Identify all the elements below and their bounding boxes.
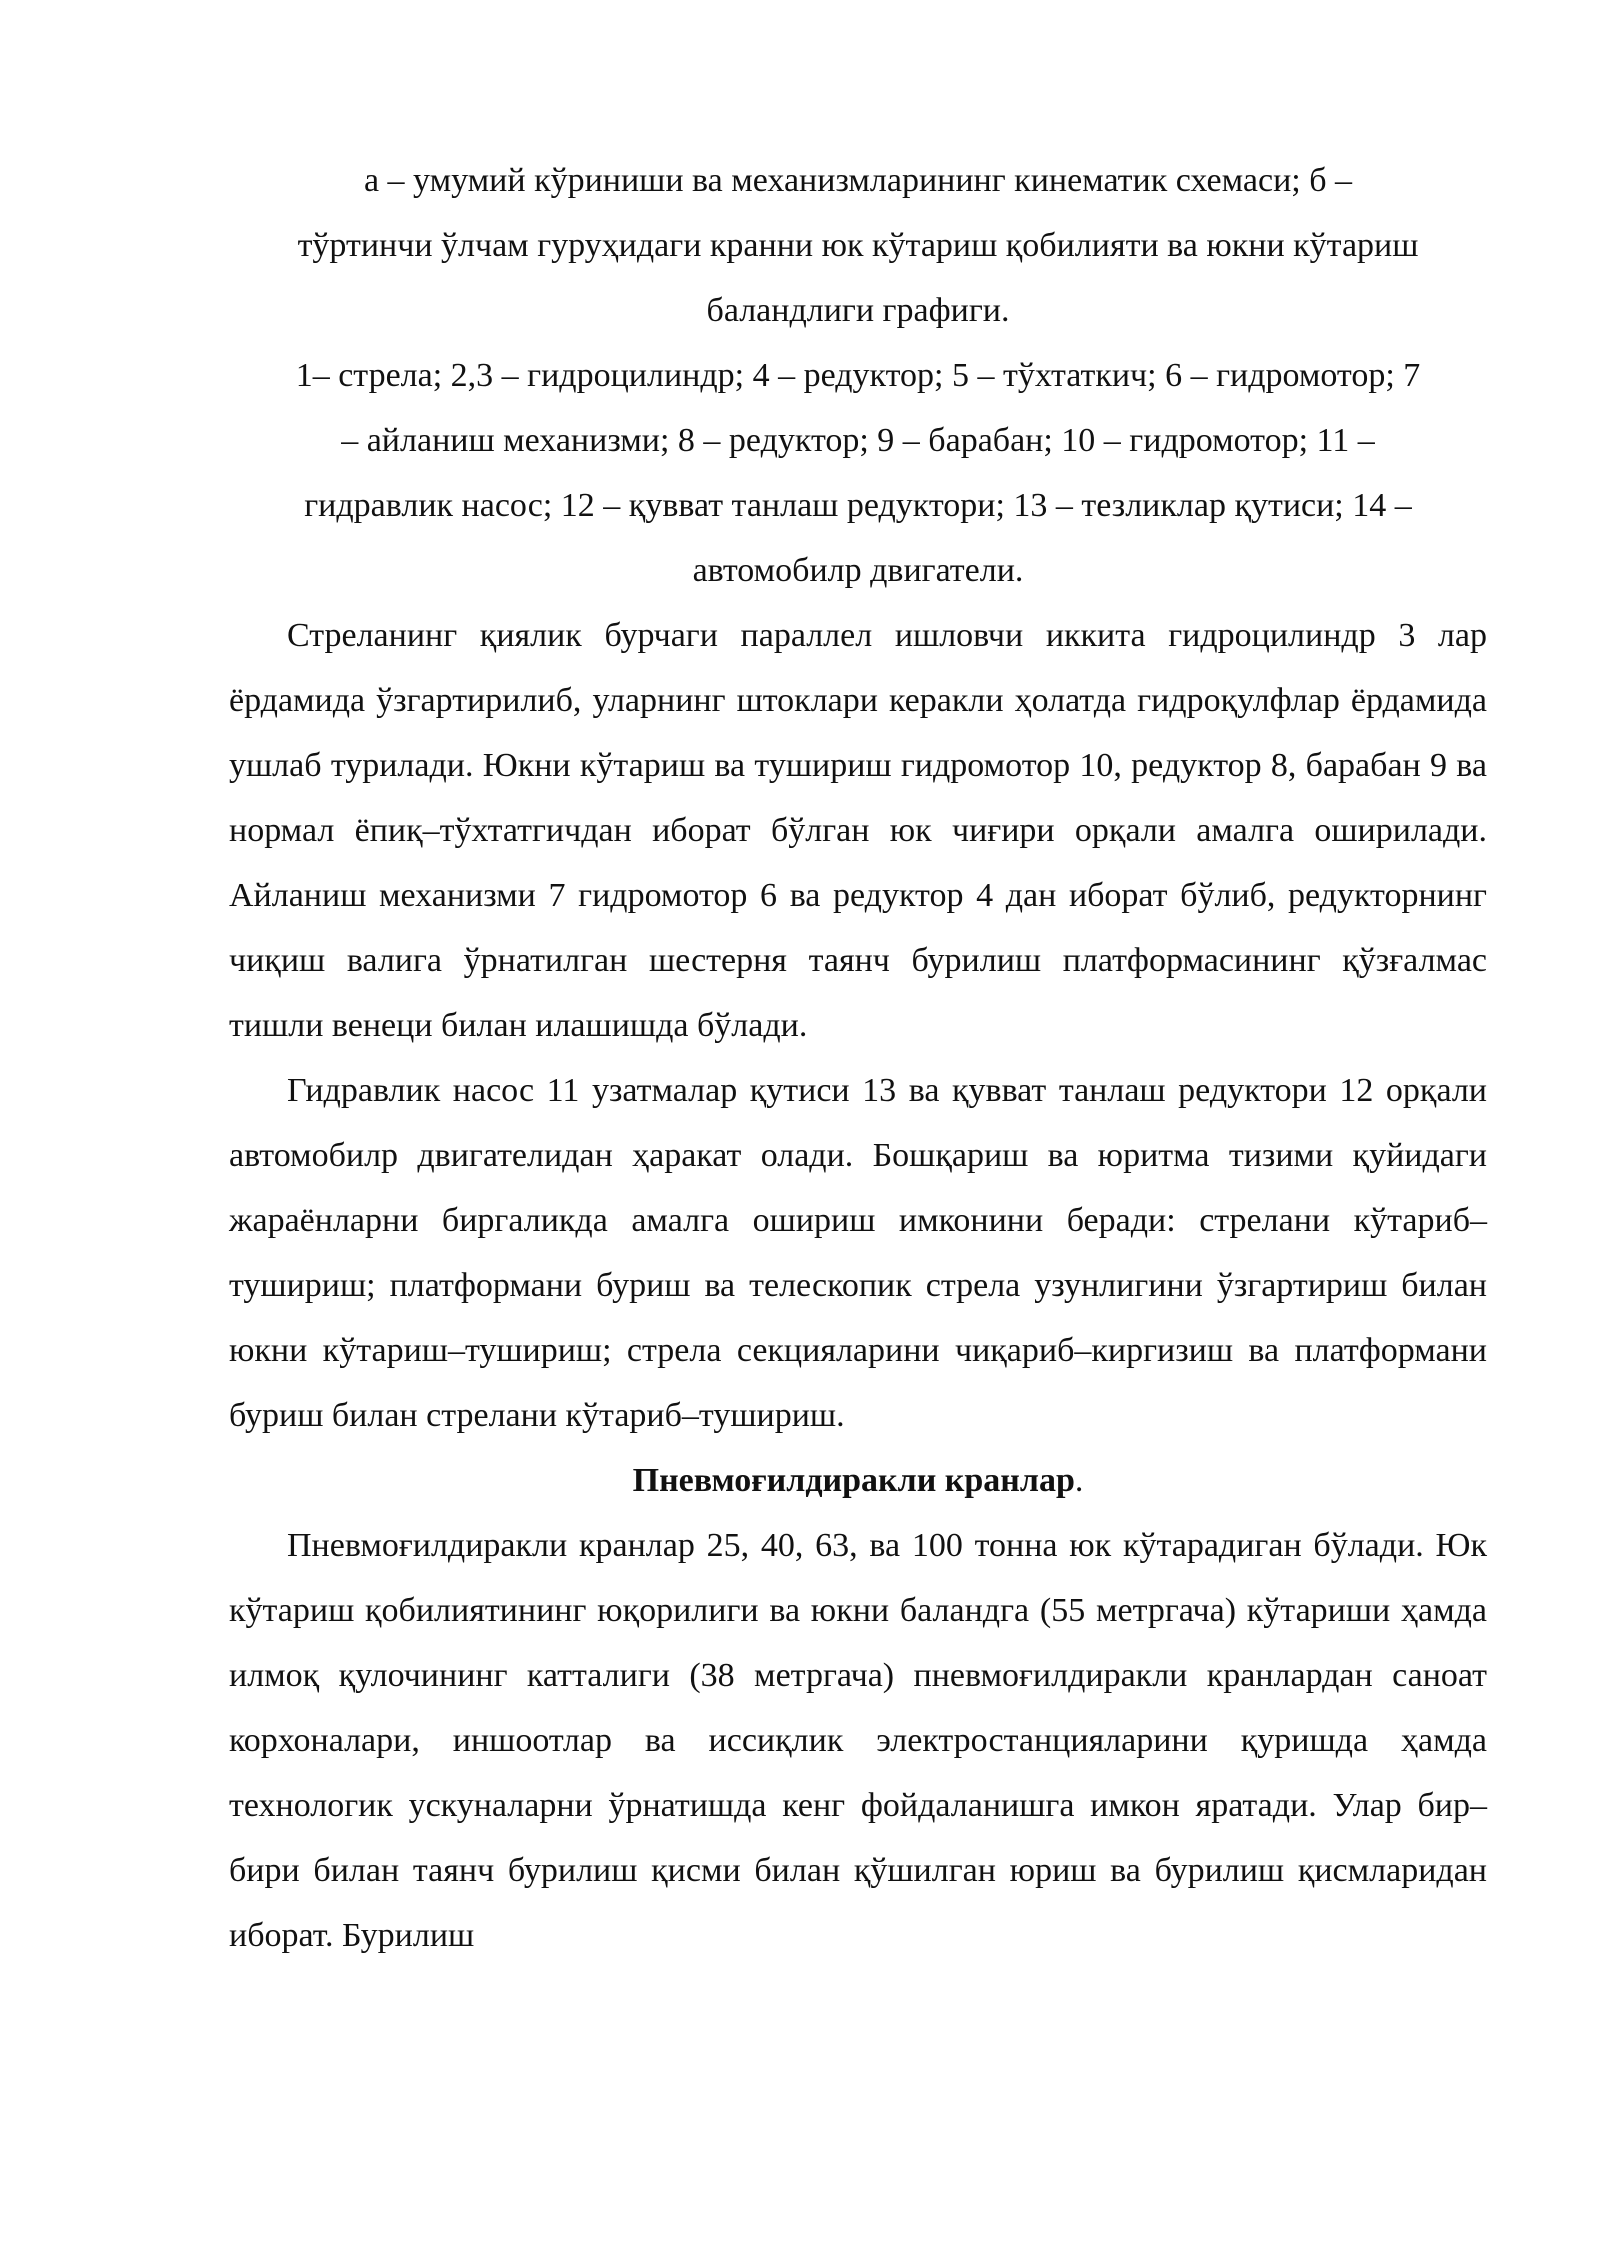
body-paragraph: Стреланинг қиялик бурчаги параллел ишловчи иккита гидроцилиндр 3 лар ёрдамида ўзгартирилиб, уларнинг штоклари керакли ҳолатда гидроқулфлар ёрдамида ушлаб турилади. Юкни кўтариш ва тушириш гидромотор 10, редуктор 8, барабан 9 ва нормал ёпиқ–тўхтатгичдан иборат бўлган юк чиғири орқали амалга оширилади. Айланиш механизми 7 гидромотор 6 ва редуктор 4 дан иборат бўлиб, редукторнинг чиқиш валига ўрнатилган шестерня таянч бурилиш платформасининг қўзғалмас тишли венеци билан илашишда бўлади. <box>229 617 1487 1044</box>
caption-line: тўртинчи ўлчам гуруҳидаги кранни юк кўтариш қобилияти ва юкни кўтариш <box>297 227 1419 264</box>
caption-line: баландлиги графиги. <box>706 292 1010 329</box>
section-heading <box>229 1448 1487 1513</box>
legend-line: 1– стрела; 2,3 – гидроцилиндр; 4 – редуктор; 5 – тўхтаткич; 6 – гидромотор; 7 <box>295 357 1421 394</box>
body-paragraph: Гидравлик насос 11 узатмалар қутиси 13 ва қувват танлаш редуктори 12 орқали автомобилр двигателидан ҳаракат олади. Бошқариш ва юритма тизими қуйидаги жараёнларни биргаликда амалга ошириш имконини беради: стрелани кўтариб–тушириш; платформани буриш ва телескопик стрела узунлигини ўзгартириш билан юкни кўтариш–тушириш; стрела секцияларини чиқариб–киргизиш ва платформани буриш билан стрелани кўтариб–тушириш. <box>229 1072 1487 1434</box>
figure-caption <box>229 148 1487 343</box>
figure-legend <box>229 343 1487 603</box>
body-paragraph: Пневмоғилдиракли кранлар 25, 40, 63, ва 100 тонна юк кўтарадиган бўлади. Юк кўтариш қобилиятининг юқорилиги ва юкни баландга (55 метргача) кўтариши ҳамда илмоқ қулочининг катталиги (38 метргача) пневмоғилдиракли кранлардан саноат корхоналари, иншоотлар ва иссиқлик электростанцияларини қуришда ҳамда технологик ускуналарни ўрнатишда кенг фойдаланишга имкон яратади. Улар бир–бири билан таянч бурилиш қисми билан қўшилган юриш ва бурилиш қисмларидан иборат. Бурилиш <box>229 1527 1487 1954</box>
legend-line: автомобилр двигатели. <box>692 552 1024 589</box>
legend-line: гидравлик насос; 12 – қувват танлаш редуктори; 13 – тезликлар қутиси; 14 – <box>304 487 1412 524</box>
legend-line: – айланиш механизми; 8 – редуктор; 9 – барабан; 10 – гидромотор; 11 – <box>341 422 1375 459</box>
section-heading-suffix: . <box>1074 1462 1084 1499</box>
document-page <box>229 148 1487 1968</box>
caption-line: а – умумий кўриниши ва механизмларининг кинематик схемаси; б – <box>363 162 1353 199</box>
section-heading-text: Пневмоғилдиракли кранлар <box>632 1462 1075 1499</box>
